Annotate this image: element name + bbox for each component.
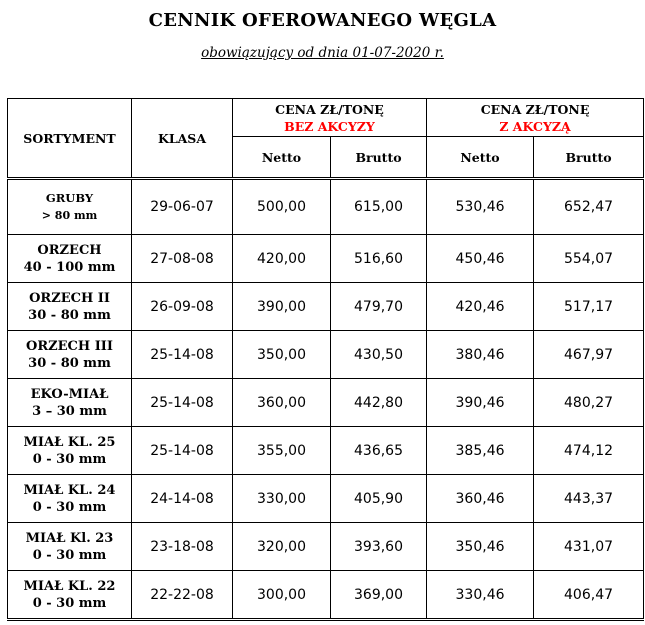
- header-brutto-2: Brutto: [534, 137, 644, 179]
- table-row: [8, 523, 644, 571]
- cell-brutto-z-akcyza: 431,07: [534, 523, 644, 571]
- cell-brutto-z-akcyza: 474,12: [534, 427, 644, 475]
- header-price-without-excise-line1: CENA ZŁ/TONĘ: [275, 101, 384, 117]
- cell-sortyment: [8, 379, 132, 427]
- sortyment-size: 30 - 80 mm: [28, 355, 111, 371]
- cell-netto-bez-akcyzy: 355,00: [233, 427, 331, 475]
- cell-brutto-z-akcyza: 652,47: [534, 179, 644, 235]
- sortyment-name: ORZECH III: [26, 338, 113, 354]
- cell-netto-z-akcyza: 390,46: [427, 379, 534, 427]
- header-price-with-excise-line1: CENA ZŁ/TONĘ: [480, 101, 590, 117]
- header-netto-2: Netto: [427, 137, 534, 179]
- table-row: [8, 235, 644, 283]
- sortyment-name: ORZECH: [37, 242, 102, 258]
- cell-klasa: 25-14-08: [132, 379, 233, 427]
- sortyment-size: 3 – 30 mm: [32, 403, 107, 419]
- cell-netto-bez-akcyzy: 420,00: [233, 235, 331, 283]
- cell-brutto-z-akcyza: 554,07: [534, 235, 644, 283]
- cell-brutto-bez-akcyzy: 516,60: [331, 235, 427, 283]
- cell-brutto-bez-akcyzy: 430,50: [331, 331, 427, 379]
- cell-brutto-z-akcyza: 480,27: [534, 379, 644, 427]
- header-klasa: KLASA: [132, 99, 233, 179]
- cell-netto-z-akcyza: 450,46: [427, 235, 534, 283]
- table-row: [8, 427, 644, 475]
- cell-klasa: 27-08-08: [132, 235, 233, 283]
- cell-netto-bez-akcyzy: 500,00: [233, 179, 331, 235]
- cell-klasa: 24-14-08: [132, 475, 233, 523]
- sortyment-size: > 80 mm: [41, 209, 98, 222]
- cell-netto-bez-akcyzy: 360,00: [233, 379, 331, 427]
- cell-netto-z-akcyza: 380,46: [427, 331, 534, 379]
- cell-netto-bez-akcyzy: 330,00: [233, 475, 331, 523]
- cell-netto-bez-akcyzy: 350,00: [233, 331, 331, 379]
- cell-sortyment: [8, 179, 132, 235]
- cell-netto-z-akcyza: 360,46: [427, 475, 534, 523]
- cell-brutto-bez-akcyzy: 442,80: [331, 379, 427, 427]
- header-price-with-excise: [427, 99, 644, 137]
- sortyment-size: 0 - 30 mm: [32, 451, 107, 467]
- cell-brutto-z-akcyza: 406,47: [534, 571, 644, 620]
- header-sortyment: SORTYMENT: [8, 99, 132, 179]
- cell-sortyment: [8, 331, 132, 379]
- cell-brutto-z-akcyza: 443,37: [534, 475, 644, 523]
- cell-brutto-bez-akcyzy: 615,00: [331, 179, 427, 235]
- cell-netto-z-akcyza: 330,46: [427, 571, 534, 620]
- cell-sortyment: [8, 427, 132, 475]
- table-row: [8, 475, 644, 523]
- header-price-without-excise-line2: BEZ AKCYZY: [284, 118, 375, 134]
- cell-netto-z-akcyza: 420,46: [427, 283, 534, 331]
- cell-sortyment: [8, 571, 132, 620]
- cell-netto-bez-akcyzy: 300,00: [233, 571, 331, 620]
- cell-klasa: 26-09-08: [132, 283, 233, 331]
- sortyment-name: ORZECH II: [29, 290, 110, 306]
- header-price-with-excise-line2: Z AKCYZĄ: [499, 118, 571, 134]
- cell-klasa: 22-22-08: [132, 571, 233, 620]
- cell-brutto-bez-akcyzy: 479,70: [331, 283, 427, 331]
- sortyment-name: MIAŁ KL. 24: [23, 482, 116, 498]
- sortyment-name: MIAŁ KL. 25: [23, 434, 116, 450]
- sortyment-size: 0 - 30 mm: [32, 547, 107, 563]
- cell-netto-z-akcyza: 385,46: [427, 427, 534, 475]
- cell-brutto-bez-akcyzy: 369,00: [331, 571, 427, 620]
- table-row: [8, 379, 644, 427]
- cell-brutto-bez-akcyzy: 393,60: [331, 523, 427, 571]
- header-price-without-excise: [233, 99, 427, 137]
- cell-sortyment: [8, 475, 132, 523]
- cell-netto-bez-akcyzy: 320,00: [233, 523, 331, 571]
- sortyment-name: GRUBY: [45, 191, 94, 205]
- cell-brutto-bez-akcyzy: 436,65: [331, 427, 427, 475]
- price-table: [7, 98, 644, 621]
- cell-netto-bez-akcyzy: 390,00: [233, 283, 331, 331]
- sortyment-size: 30 - 80 mm: [28, 307, 111, 323]
- cell-sortyment: [8, 523, 132, 571]
- cell-sortyment: [8, 283, 132, 331]
- cell-brutto-z-akcyza: 517,17: [534, 283, 644, 331]
- cell-netto-z-akcyza: 350,46: [427, 523, 534, 571]
- table-row: [8, 571, 644, 620]
- header-netto-1: Netto: [233, 137, 331, 179]
- table-row: [8, 283, 644, 331]
- table-row: [8, 179, 644, 235]
- cell-klasa: 29-06-07: [132, 179, 233, 235]
- header-brutto-1: Brutto: [331, 137, 427, 179]
- cell-klasa: 23-18-08: [132, 523, 233, 571]
- page-subtitle: obowiązujący od dnia 01-07-2020 r.: [201, 45, 444, 61]
- sortyment-size: 0 - 30 mm: [32, 595, 107, 611]
- cell-netto-z-akcyza: 530,46: [427, 179, 534, 235]
- cell-klasa: 25-14-08: [132, 331, 233, 379]
- sortyment-name: MIAŁ Kl. 23: [25, 530, 114, 546]
- table-row: [8, 331, 644, 379]
- sortyment-name: EKO-MIAŁ: [30, 386, 109, 402]
- sortyment-size: 40 - 100 mm: [23, 259, 116, 275]
- sortyment-name: MIAŁ KL. 22: [23, 578, 116, 594]
- cell-brutto-z-akcyza: 467,97: [534, 331, 644, 379]
- cell-klasa: 25-14-08: [132, 427, 233, 475]
- cell-brutto-bez-akcyzy: 405,90: [331, 475, 427, 523]
- cell-sortyment: [8, 235, 132, 283]
- page-title: CENNIK OFEROWANEGO WĘGLA: [148, 10, 497, 31]
- sortyment-size: 0 - 30 mm: [32, 499, 107, 515]
